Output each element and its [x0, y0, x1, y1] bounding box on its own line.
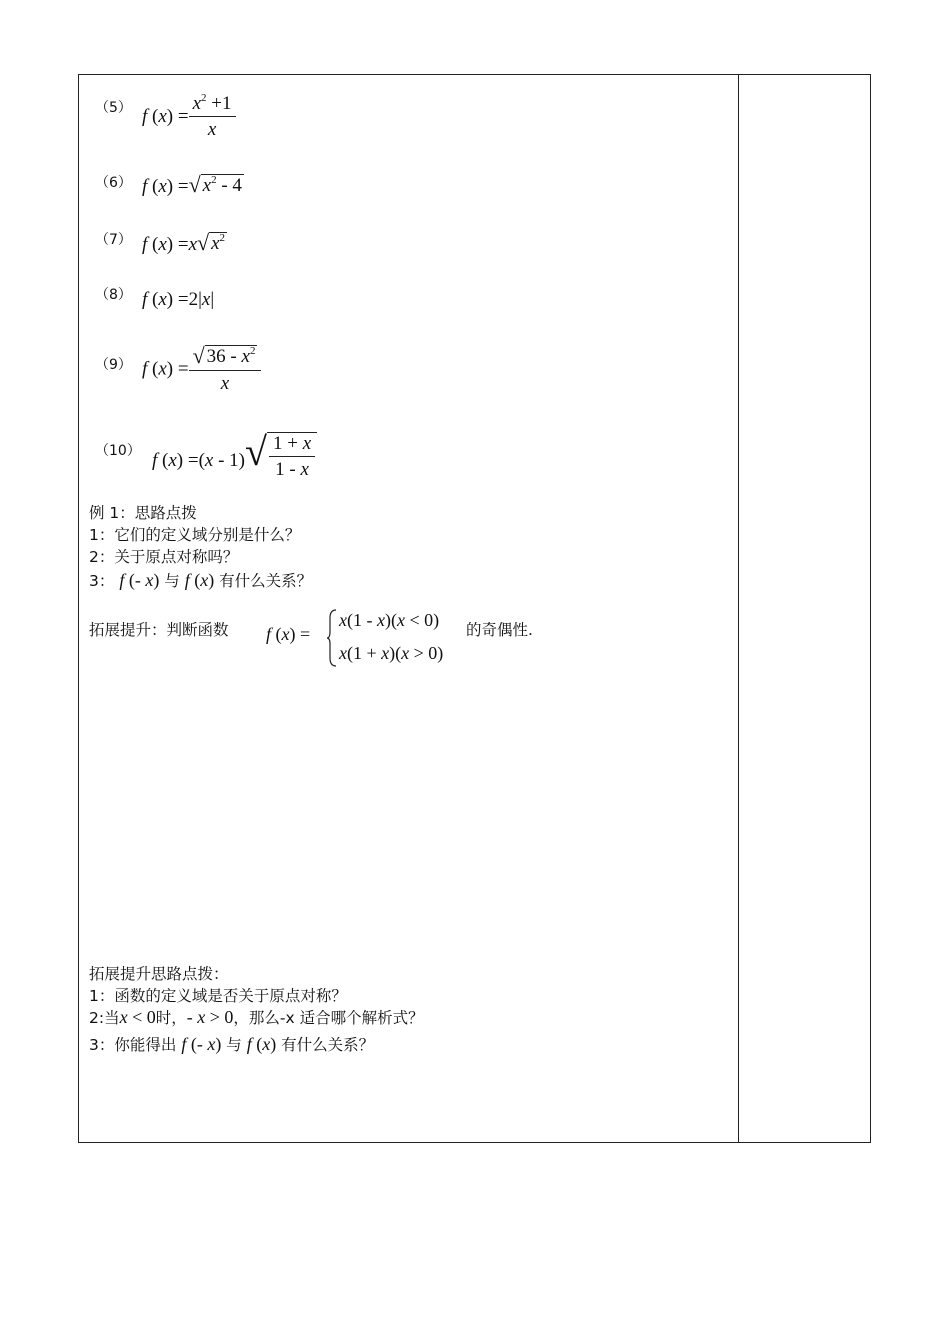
formula-9: f (x) = √ $36 - x^2$ x	[142, 345, 261, 393]
hints-question-3: 3：你能得出 f (- x) 与 f (x) 有什么关系？	[89, 1034, 375, 1054]
item-6-number: （6）	[95, 175, 132, 191]
formula-5: f (x) = $\frac{x^2 +1}{x}$	[142, 94, 236, 139]
item-9-number: （9）	[95, 357, 132, 373]
formula-7: f (x) =x √ $x^2$	[142, 230, 226, 255]
item-8-number: （8）	[95, 287, 132, 303]
column-divider	[738, 75, 739, 1142]
formula-6: f (x) = √ $x^2 - 4$	[142, 172, 242, 197]
example1-question-3: 3： f (- x) 与 f (x) 有什么关系？	[89, 570, 313, 590]
extension-prefix: 拓展提升：判断函数	[89, 621, 229, 639]
piecewise-case-1: x(1 - x)(x < 0)	[339, 610, 440, 630]
hints-question-2: 2:当x < 0时，- x > 0，那么-x 适合哪个解析式？	[89, 1007, 424, 1027]
hints-heading: 拓展提升思路点拨：	[89, 965, 229, 983]
piecewise-brace	[326, 608, 338, 668]
extension-suffix: 的奇偶性.	[466, 621, 533, 639]
formula-10: f (x) =(x - 1) √ $\frac{1 + x}{1 - x}$	[152, 432, 317, 479]
extension-function-name: f (x) =	[266, 624, 311, 644]
example1-question-2: 2：关于原点对称吗？	[89, 548, 239, 566]
item-5-number: （5）	[95, 100, 132, 116]
hints-question-1: 1：函数的定义域是否关于原点对称？	[89, 987, 347, 1005]
item-7-number: （7）	[95, 232, 132, 248]
item-10-number: （10）	[95, 443, 141, 459]
example1-heading: 例 1：思路点拨	[89, 504, 197, 522]
example1-question-1: 1：它们的定义域分别是什么？	[89, 526, 301, 544]
formula-8: f (x) =2|x|	[142, 289, 215, 310]
piecewise-case-2: x(1 + x)(x > 0)	[339, 643, 444, 663]
